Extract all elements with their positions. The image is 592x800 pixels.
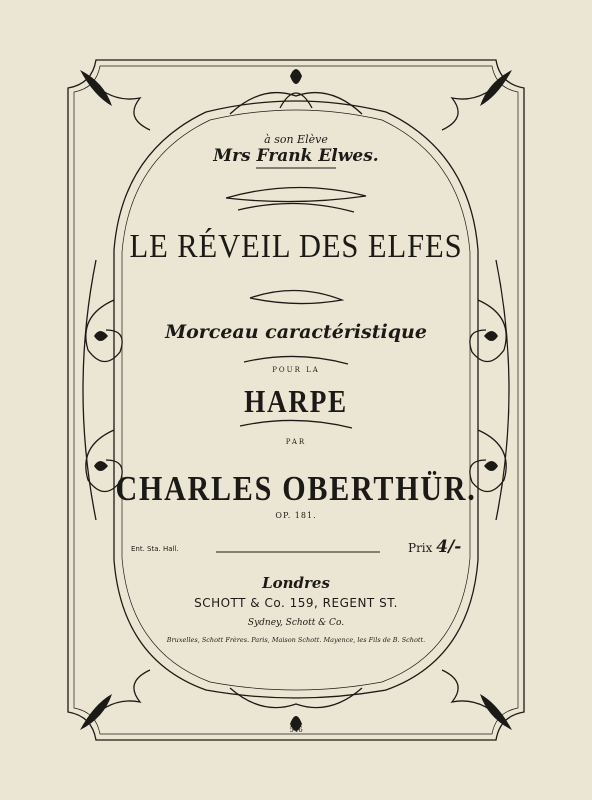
instrument-name: HARPE [244, 383, 348, 419]
publisher-city: Londres [262, 574, 330, 592]
entered-stationers-hall: Ent. Sta. Hall. [131, 545, 179, 553]
price-label: Prix [408, 541, 433, 555]
dedication-line-1: à son Elève [264, 133, 328, 146]
opus-number: OP. 181. [275, 511, 317, 520]
composer-name: CHARLES OBERTHÜR. [115, 469, 477, 508]
piece-subtitle: Morceau caractéristique [165, 321, 427, 343]
piece-title: LE RÉVEIL DES ELFES [129, 228, 463, 265]
price [408, 537, 461, 557]
par-label: PAR [285, 438, 307, 446]
publisher-agents: Bruxelles, Schott Frères. Paris, Maison Schott. Mayence, les Fils de B. Schott. [166, 636, 426, 644]
publisher-sydney: Sydney, Schott & Co. [247, 618, 345, 628]
price-value: 4/- [436, 537, 462, 557]
plate-number: 546 [289, 726, 303, 734]
publisher-address: SCHOTT & Co. 159, REGENT ST. [194, 596, 398, 610]
dedication-name: Mrs Frank Elwes. [213, 146, 379, 166]
pour-la-label: POUR LA [272, 366, 320, 374]
